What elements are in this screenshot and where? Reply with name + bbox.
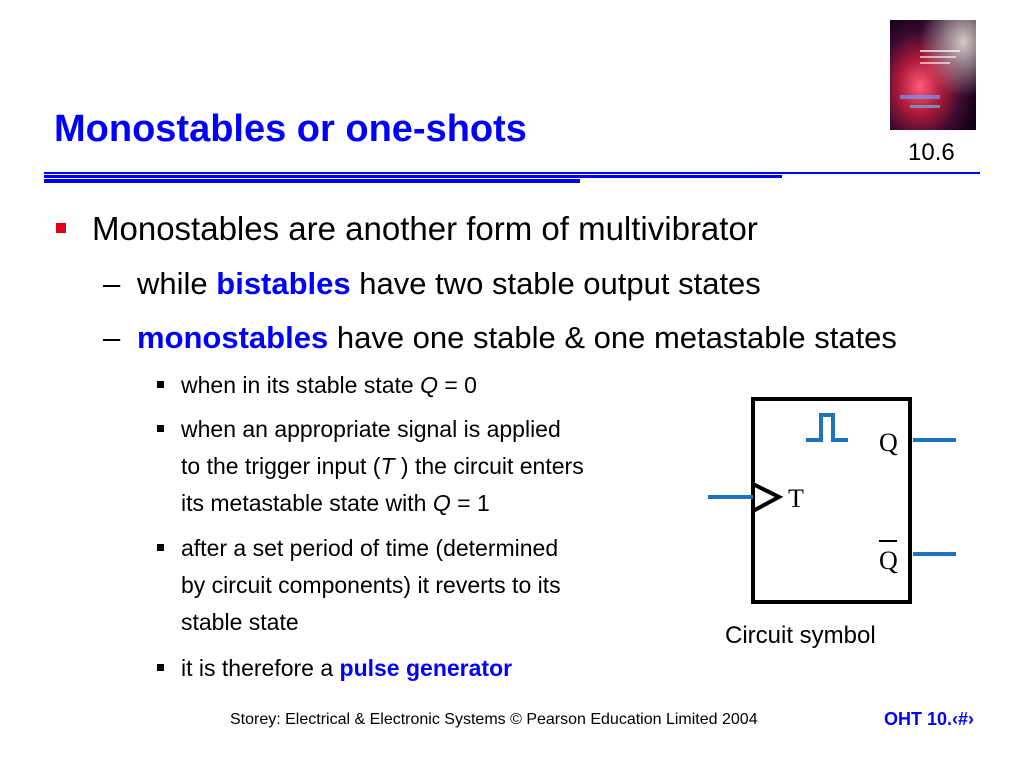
dash-marker: –: [103, 320, 121, 355]
point-text: stable state: [181, 609, 299, 635]
sub-bullet-text: have one stable & one metastable states: [328, 320, 897, 355]
point-text: to the trigger input (: [181, 453, 381, 479]
keyword-pulse-generator: pulse generator: [339, 655, 513, 681]
var-q: Q: [420, 372, 438, 398]
bullet-square-black: [157, 544, 164, 551]
bullet-square-black: [157, 664, 164, 671]
var-t: T: [380, 453, 395, 479]
point-text: = 0: [437, 372, 477, 398]
point-text: = 1: [450, 490, 490, 516]
point-text: when in its stable state: [181, 372, 421, 398]
point-text: by circuit components) it reverts to its: [181, 572, 561, 598]
sub-bullet-bistables: [103, 266, 761, 302]
sub-bullet-text: while: [137, 266, 217, 301]
footer-slide-code: OHT 10.‹#›: [884, 709, 975, 729]
bullet-square-black: [157, 381, 164, 388]
point-text: its metastable state with: [181, 490, 433, 516]
trigger-t-label: T: [788, 484, 804, 513]
bullet-square-black: [157, 425, 164, 432]
monostable-circuit-symbol: [700, 393, 970, 608]
footer-copyright: Storey: Electrical & Electronic Systems © Pearson Education Limited 2004: [230, 711, 758, 728]
point-text: after a set period of time (determined: [181, 535, 559, 561]
slide-title: Monostables or one-shots: [54, 108, 527, 150]
output-q-label: Q: [879, 428, 898, 457]
keyword-monostables: monostables: [137, 320, 329, 355]
point-text: it is therefore a: [181, 655, 340, 681]
slide-number: 10.6: [908, 139, 955, 166]
keyword-bistables: bistables: [216, 266, 351, 301]
var-q: Q: [432, 490, 451, 516]
sub-bullet-text: have two stable output states: [350, 266, 761, 301]
pulse-waveform-icon: [806, 415, 848, 440]
output-qbar-label: Q: [879, 546, 898, 575]
clock-triangle-icon: [753, 484, 779, 511]
point-text: when an appropriate signal is applied: [181, 416, 561, 442]
diagram-caption: Circuit symbol: [725, 622, 876, 649]
sub-bullet-monostables: [103, 320, 897, 356]
bullet-main-text: Monostables are another form of multivibrator: [92, 210, 758, 247]
point-text: ) the circuit enters: [394, 453, 584, 479]
bullet-square-red: [56, 223, 66, 233]
dash-marker: –: [103, 266, 121, 301]
title-underline: [0, 0, 1024, 200]
